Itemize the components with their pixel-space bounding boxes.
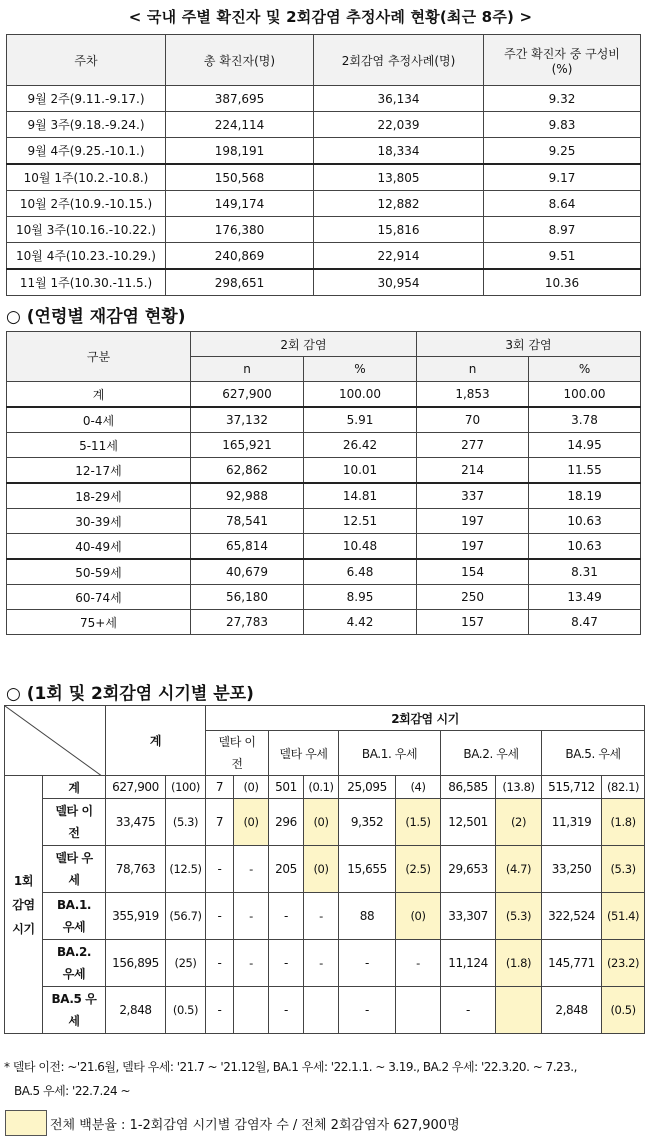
age-row xyxy=(7,483,641,509)
pct3-cell: 100.00 xyxy=(529,382,641,408)
header-n: n xyxy=(191,357,304,382)
count-cell: - xyxy=(269,940,304,987)
header-delta-pre: 델타 이 전 xyxy=(206,731,269,776)
period-row xyxy=(5,893,645,940)
pct-cell xyxy=(396,987,441,1034)
n2-cell: 78,541 xyxy=(191,509,304,534)
age-group-cell: 0-4세 xyxy=(7,407,191,433)
count-cell: 86,585 xyxy=(441,776,496,799)
pct-cell: (5.3) xyxy=(602,846,645,893)
pct-cell: (5.3) xyxy=(496,893,542,940)
period-row-label xyxy=(43,846,106,893)
count-cell: 33,307 xyxy=(441,893,496,940)
age-group-cell: 5-11세 xyxy=(7,433,191,458)
count-cell: 322,524 xyxy=(542,893,602,940)
count-cell: 7 xyxy=(206,799,234,846)
age-group-cell: 75+세 xyxy=(7,610,191,635)
count-cell: 9,352 xyxy=(339,799,396,846)
header-3rd-infection: 3회 감염 xyxy=(417,332,641,357)
ratio-cell: 8.97 xyxy=(484,217,641,243)
highlight-legend-swatch xyxy=(5,1110,47,1136)
age-row xyxy=(7,382,641,408)
total-cases-cell: 387,695 xyxy=(166,86,314,112)
highlight-legend-text: 전체 백분율 : 1-2회감염 시기별 감염자 수 / 전체 2회감염자 627,900명 xyxy=(50,1118,460,1133)
n3-cell: 197 xyxy=(417,509,529,534)
count-cell: - xyxy=(441,987,496,1034)
pct-cell: (0.5) xyxy=(602,987,645,1034)
pct-cell: (1.8) xyxy=(496,940,542,987)
header-reinfection: 2회감염 추정사례(명) xyxy=(314,35,484,86)
row-group-text: 시기 xyxy=(12,921,35,936)
ratio-cell: 9.25 xyxy=(484,138,641,165)
age-section-title: ○ (연령별 재감염 현황) xyxy=(6,307,186,327)
weekly-header-row xyxy=(7,35,641,86)
n3-cell: 157 xyxy=(417,610,529,635)
pct-cell: - xyxy=(304,940,339,987)
pct-cell: (1.8) xyxy=(602,799,645,846)
count-cell: 296 xyxy=(269,799,304,846)
count-cell: 11,319 xyxy=(542,799,602,846)
pct2-cell: 6.48 xyxy=(304,559,417,585)
pct-cell: (0) xyxy=(396,893,441,940)
count-cell: 7 xyxy=(206,776,234,799)
week-cell: 10월 1주(10.2.-10.8.) xyxy=(7,164,166,191)
total-cases-cell: 298,651 xyxy=(166,269,314,296)
header-2nd-infection: 2회 감염 xyxy=(191,332,417,357)
row-label-line: 우세 xyxy=(62,920,86,934)
count-cell: 205 xyxy=(269,846,304,893)
pct-cell: (5.3) xyxy=(166,799,206,846)
pct-cell: (56.7) xyxy=(166,893,206,940)
header-total: 계 xyxy=(106,706,206,776)
count-cell: 12,501 xyxy=(441,799,496,846)
pct-cell: - xyxy=(304,893,339,940)
count-cell: - xyxy=(269,987,304,1034)
n3-cell: 337 xyxy=(417,483,529,509)
reinfection-cell: 18,334 xyxy=(314,138,484,165)
pct3-cell: 13.49 xyxy=(529,585,641,610)
header-ba1: BA.1. 우세 xyxy=(339,731,441,776)
total-cases-cell: 176,380 xyxy=(166,217,314,243)
count-cell: 2,848 xyxy=(542,987,602,1034)
age-row xyxy=(7,534,641,560)
count-cell: 78,763 xyxy=(106,846,166,893)
count-cell: - xyxy=(339,940,396,987)
age-row xyxy=(7,433,641,458)
count-cell: - xyxy=(206,987,234,1034)
row-group-label xyxy=(5,776,43,1034)
header-ba5: BA.5. 우세 xyxy=(542,731,645,776)
n2-cell: 27,783 xyxy=(191,610,304,635)
pct-cell: (0) xyxy=(304,799,339,846)
row-label-line: 델타 이 xyxy=(55,804,93,818)
period-row xyxy=(5,846,645,893)
row-group-text: 1회 xyxy=(13,873,34,888)
count-cell: 33,475 xyxy=(106,799,166,846)
pct-cell xyxy=(304,987,339,1034)
count-cell: 29,653 xyxy=(441,846,496,893)
pct2-cell: 26.42 xyxy=(304,433,417,458)
n2-cell: 40,679 xyxy=(191,559,304,585)
row-label-line: 전 xyxy=(68,826,80,840)
total-cases-cell: 150,568 xyxy=(166,164,314,191)
count-cell: 2,848 xyxy=(106,987,166,1034)
pct3-cell: 10.63 xyxy=(529,534,641,560)
pct3-cell: 14.95 xyxy=(529,433,641,458)
age-row xyxy=(7,559,641,585)
period-row-label xyxy=(43,893,106,940)
n3-cell: 70 xyxy=(417,407,529,433)
pct-cell: (82.1) xyxy=(602,776,645,799)
n3-cell: 250 xyxy=(417,585,529,610)
pct3-cell: 8.47 xyxy=(529,610,641,635)
count-cell: 501 xyxy=(269,776,304,799)
total-row-label: 계 xyxy=(43,776,106,799)
footnote-line-1: * 델타 이전: ~'21.6월, 델타 우세: '21.7 ~ '21.12월, BA.1 우세: '22.1.1. ~ 3.19., BA.2 우세: '22.3.20. ~ 7.23., xyxy=(4,1060,577,1074)
period-row-label xyxy=(43,799,106,846)
period-section-title: ○ (1회 및 2회감염 시기별 분포) xyxy=(6,684,254,704)
week-cell: 9월 3주(9.18.-9.24.) xyxy=(7,112,166,138)
ratio-cell: 9.32 xyxy=(484,86,641,112)
age-group-cell: 50-59세 xyxy=(7,559,191,585)
age-row xyxy=(7,610,641,635)
ratio-cell: 9.51 xyxy=(484,243,641,270)
age-group-cell: 40-49세 xyxy=(7,534,191,560)
age-group-cell: 30-39세 xyxy=(7,509,191,534)
pct2-cell: 14.81 xyxy=(304,483,417,509)
row-group-text: 감염 xyxy=(12,897,35,912)
age-row xyxy=(7,585,641,610)
reinfection-cell: 15,816 xyxy=(314,217,484,243)
row-label-line: 우세 xyxy=(62,967,86,981)
weekly-row xyxy=(7,243,641,270)
age-group-cell: 12-17세 xyxy=(7,458,191,484)
pct-cell: (4.7) xyxy=(496,846,542,893)
row-label-line: 델타 우 xyxy=(55,851,93,865)
header-pct: % xyxy=(529,357,641,382)
header-second-infection-period: 2회감염 시기 xyxy=(206,706,645,731)
row-label-line: BA.5 우 xyxy=(51,992,97,1006)
age-header-row xyxy=(7,332,641,357)
reinfection-cell: 13,805 xyxy=(314,164,484,191)
weekly-row xyxy=(7,164,641,191)
ratio-cell: 8.64 xyxy=(484,191,641,217)
count-cell: - xyxy=(206,940,234,987)
weekly-cases-table xyxy=(6,34,641,296)
count-cell: - xyxy=(206,846,234,893)
pct-cell: (1.5) xyxy=(396,799,441,846)
pct3-cell: 10.63 xyxy=(529,509,641,534)
n3-cell: 1,853 xyxy=(417,382,529,408)
count-cell: 88 xyxy=(339,893,396,940)
count-cell: 33,250 xyxy=(542,846,602,893)
age-group-cell: 18-29세 xyxy=(7,483,191,509)
n2-cell: 65,814 xyxy=(191,534,304,560)
header-pct: % xyxy=(304,357,417,382)
weekly-row xyxy=(7,191,641,217)
pct-cell: (4) xyxy=(396,776,441,799)
ratio-cell: 10.36 xyxy=(484,269,641,296)
age-reinfection-table xyxy=(6,331,641,635)
header-total-cases: 총 확진자(명) xyxy=(166,35,314,86)
n3-cell: 214 xyxy=(417,458,529,484)
week-cell: 9월 2주(9.11.-9.17.) xyxy=(7,86,166,112)
count-cell: - xyxy=(339,987,396,1034)
ratio-cell: 9.83 xyxy=(484,112,641,138)
n2-cell: 56,180 xyxy=(191,585,304,610)
pct-cell xyxy=(496,987,542,1034)
reinfection-cell: 22,914 xyxy=(314,243,484,270)
age-group-cell: 계 xyxy=(7,382,191,408)
weekly-row xyxy=(7,217,641,243)
pct-cell: (25) xyxy=(166,940,206,987)
period-row xyxy=(5,940,645,987)
n2-cell: 92,988 xyxy=(191,483,304,509)
pct2-cell: 12.51 xyxy=(304,509,417,534)
pct2-cell: 100.00 xyxy=(304,382,417,408)
n2-cell: 165,921 xyxy=(191,433,304,458)
corner-cell xyxy=(5,706,106,776)
n3-cell: 197 xyxy=(417,534,529,560)
pct2-cell: 10.48 xyxy=(304,534,417,560)
count-cell: 156,895 xyxy=(106,940,166,987)
corner-diagonal xyxy=(5,706,106,776)
header-delta: 델타 우세 xyxy=(269,731,339,776)
total-cases-cell: 224,114 xyxy=(166,112,314,138)
header-ba2: BA.2. 우세 xyxy=(441,731,542,776)
count-cell: 25,095 xyxy=(339,776,396,799)
age-group-cell: 60-74세 xyxy=(7,585,191,610)
pct-cell: (0) xyxy=(304,846,339,893)
n3-cell: 277 xyxy=(417,433,529,458)
row-label-line: BA.1. xyxy=(56,898,92,912)
footnote-line-2: BA.5 우세: '22.7.24 ~ xyxy=(14,1084,131,1098)
pct-cell: (0.5) xyxy=(166,987,206,1034)
header-n: n xyxy=(417,357,529,382)
header-group: 구분 xyxy=(7,332,191,382)
pct-cell: (2.5) xyxy=(396,846,441,893)
pct-cell: - xyxy=(234,940,269,987)
pct-cell: (13.8) xyxy=(496,776,542,799)
total-cases-cell: 198,191 xyxy=(166,138,314,165)
count-cell: - xyxy=(206,893,234,940)
count-cell: 145,771 xyxy=(542,940,602,987)
total-cases-cell: 240,869 xyxy=(166,243,314,270)
week-cell: 11월 1주(10.30.-11.5.) xyxy=(7,269,166,296)
pct2-cell: 4.42 xyxy=(304,610,417,635)
n2-cell: 37,132 xyxy=(191,407,304,433)
period-row xyxy=(5,987,645,1034)
pct-cell: (12.5) xyxy=(166,846,206,893)
count-cell: - xyxy=(269,893,304,940)
week-cell: 9월 4주(9.25.-10.1.) xyxy=(7,138,166,165)
header-ratio: 주간 확진자 중 구성비 (%) xyxy=(484,35,641,86)
weekly-row xyxy=(7,269,641,296)
week-cell: 10월 3주(10.16.-10.22.) xyxy=(7,217,166,243)
weekly-table-title: < 국내 주별 확진자 및 2회감염 추정사례 현황(최근 8주) > xyxy=(128,8,533,26)
weekly-row xyxy=(7,112,641,138)
period-row-label xyxy=(43,987,106,1034)
reinfection-cell: 12,882 xyxy=(314,191,484,217)
row-label-line: 세 xyxy=(68,873,80,887)
pct-cell: (0.1) xyxy=(304,776,339,799)
period-row xyxy=(5,799,645,846)
ratio-cell: 9.17 xyxy=(484,164,641,191)
weekly-row xyxy=(7,86,641,112)
pct2-cell: 8.95 xyxy=(304,585,417,610)
pct-cell: - xyxy=(396,940,441,987)
age-row xyxy=(7,458,641,484)
pct3-cell: 11.55 xyxy=(529,458,641,484)
pct3-cell: 8.31 xyxy=(529,559,641,585)
pct2-cell: 10.01 xyxy=(304,458,417,484)
pct3-cell: 3.78 xyxy=(529,407,641,433)
pct-cell: (23.2) xyxy=(602,940,645,987)
reinfection-cell: 22,039 xyxy=(314,112,484,138)
period-distribution-table xyxy=(4,705,645,1034)
period-row-label xyxy=(43,940,106,987)
age-row xyxy=(7,509,641,534)
n2-cell: 62,862 xyxy=(191,458,304,484)
reinfection-cell: 36,134 xyxy=(314,86,484,112)
row-label-line: BA.2. xyxy=(56,945,92,959)
pct-cell: (0) xyxy=(234,799,269,846)
period-total-row xyxy=(5,776,645,799)
week-cell: 10월 2주(10.9.-10.15.) xyxy=(7,191,166,217)
pct-cell: - xyxy=(234,846,269,893)
count-cell: 11,124 xyxy=(441,940,496,987)
age-row xyxy=(7,407,641,433)
count-cell: 515,712 xyxy=(542,776,602,799)
n3-cell: 154 xyxy=(417,559,529,585)
reinfection-cell: 30,954 xyxy=(314,269,484,296)
pct2-cell: 5.91 xyxy=(304,407,417,433)
count-cell: 15,655 xyxy=(339,846,396,893)
n2-cell: 627,900 xyxy=(191,382,304,408)
pct3-cell: 18.19 xyxy=(529,483,641,509)
pct-cell: - xyxy=(234,893,269,940)
period-header-row-1 xyxy=(5,706,645,731)
weekly-row xyxy=(7,138,641,165)
pct-cell: (0) xyxy=(234,776,269,799)
pct-cell xyxy=(234,987,269,1034)
pct-cell: (2) xyxy=(496,799,542,846)
count-cell: 627,900 xyxy=(106,776,166,799)
pct-cell: (100) xyxy=(166,776,206,799)
total-cases-cell: 149,174 xyxy=(166,191,314,217)
week-cell: 10월 4주(10.23.-10.29.) xyxy=(7,243,166,270)
row-label-line: 세 xyxy=(68,1014,80,1028)
count-cell: 355,919 xyxy=(106,893,166,940)
pct-cell: (51.4) xyxy=(602,893,645,940)
header-week: 주차 xyxy=(7,35,166,86)
